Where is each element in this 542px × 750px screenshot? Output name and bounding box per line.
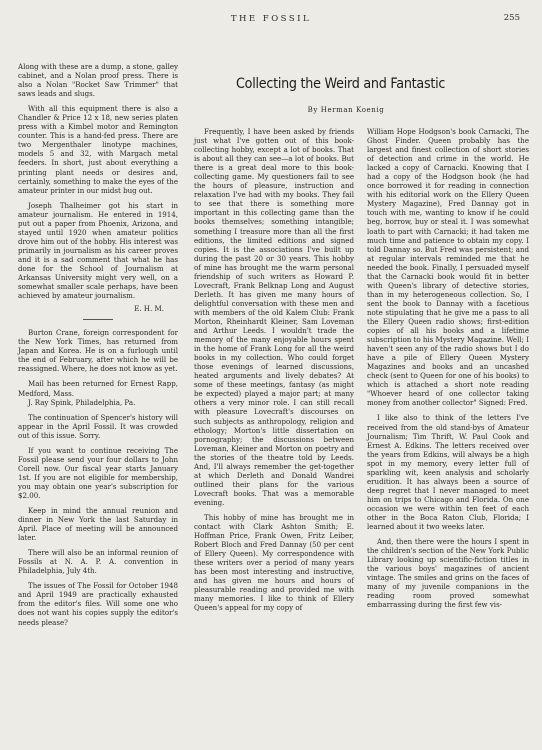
paragraph: Frequently, I have been asked by friends just what I've gotten out of this book-collecting hobby, except a lot of books. That is about all they can see—a lot of books. But there is a great deal more to this book-collecting game. My questioners fail to see the hours of pleasure, instruction and relaxation I've had with my books. They fail to see that there is something more important in this collecting game than the books themselves; something intangible; something I treasure more than all the first editions, the limited editions and signed copies. It is the associations I've built up during the past 20 or 30 years. This hobby of mine has brought me the warm personal friendship of such writers as Howard P. Lovecraft, Frank Belknap Long and August Derleth. It has given me many hours of delightful conversation with these men and with members of the old Kalem Club: Frank Morton, Rheinhardt Kleiner, Sam Loveman and Arthur Leeds. I wouldn't trade the memory of the many enjoyable hours spent in the home of Frank Long for all the weird books in my collection. Who could forget those evenings of learned discussions, heated arguments and lively debates? At some of these meetings, fantasy (as might be expected) played a major part; at many others a very minor role. I can still recall with pleasure Lovecraft's discourses on such subjects as anthropology, religion and ethology; Morton's little dissertation on pornography; the discussions between Loveman, Kleiner and Morton on poetry and the stories of the theatre told by Leeds. And, I'll always remember the get-together at which Derleth and Donald Wandrei outlined their plans for the various Lovecraft books. That was a memorable evening.: [194, 127, 354, 507]
byline: By Herman Koenig: [307, 106, 385, 114]
paragraph: Along with these are a dump, a stone, galley cabinet, and a Nolan proof press. There is also a Nolan "Rocket Saw Trimmer" that saws leads and slugs.: [18, 62, 178, 99]
paragraph: Mail has been returned for Ernest Rapp, Medford, Mass.: [18, 379, 178, 398]
paragraph: If you want to continue receiving The Fossil please send your four dollars to John Corell now. Our fiscal year starts January 1st. If you are not eligible for membership, you may obtain one year's subscription for $2.00.: [18, 445, 178, 500]
middle-column: [194, 127, 354, 618]
signature: E. H. M.: [134, 304, 164, 314]
paragraph: Burton Crane, foreign correspondent for the New York Times, has returned from Japan and Korea. He is on a furlough until the end of February, after which he will be reassigned. Where, he does not know as yet.: [18, 328, 178, 374]
paragraph: Keep in mind the annual reunion and dinner in New York the last Saturday in April. Place of meeting will be announced later.: [18, 506, 178, 543]
paragraph: With all this equipment there is also a Chandler & Price 12 x 18, new series platen press with a Kimbel motor and Remington counter. This is a hand-fed press. There are two Mergenthaler linotype machines, models 5 and 32, with Margach metal feeders. In short, just about everything a printing plant needs or desires and, certainly, something to make the eyes of the amateur printer in our midst bug out.: [18, 104, 178, 195]
divider: [83, 319, 113, 320]
running-title: THE FOSSIL: [230, 14, 312, 24]
paragraph: The issues of The Fossil for October 1948 and April 1949 are practically exhausted from the editor's files. Will some one who does not want his copies supply the editor's needs please?: [18, 581, 178, 627]
paragraph: J. Ray Spink, Philadelphia, Pa.: [28, 397, 136, 407]
paragraph: There will also be an informal reunion of Fossils at N. A. P. A. convention in Philadelphia, July 4th.: [18, 548, 178, 576]
paragraph: This hobby of mine has brought me in contact with Clark Ashton Smith; E. Hoffman Price, Frank Owen, Fritz Leiber, Robert Bloch and Fred Dannay (50 per cent of Ellery Queen). My correspondence with these writers over a period of many years has been most interesting and instructive, and has given me hours and hours of pleasurable reading and provided me with many memories. I like to think of Ellery Queen's appeal for my copy of: [194, 512, 354, 613]
paragraph: William Hope Hodgson's book Carnacki, The Ghost Finder. Queen probably has the largest and finest collection of short stories of detection and crime in the world. He lacked a copy of Carnacki. Knowing that I had a copy of the Hodgson book (he had once borrowed it for reading in connection with his editorial work on the Ellery Queen Mystery Magazine), Fred Dannay got in touch with me, wanting to know if he could beg, borrow, buy or steal it. I was somewhat loath to part with Carnacki; it had taken me much time and patience to obtain my copy. I told Dannay so. But Fred was persistent; and at regular intervals reminded me that he needed the book. Finally, I persuaded myself that the Carnacki book would fit in better with Queen's library of detective stories, than in my heterogeneous collection. So, I sent the book to Dannay with a facetious note stipulating that he give me a pass to all the Ellery Queen radio shows; first-edition copies of all his books and a lifetime subscription to his Mystery Magazine. Well; I haven't seen any of the radio shows but I do have a pile of Ellery Queen Mystery Magazines and books and an uncashed check (sent to Queen for one of his books) to which is attached a short note reading "Whoever heard of one collector taking money from another collector" Signed: Fred.: [367, 127, 529, 408]
article-title: Collecting the Weird and Fantastic: [236, 76, 446, 92]
right-column: [367, 127, 529, 615]
paragraph: Joseph Thalheimer got his start in amateur journalism. He entered in 1914, put out a paper from Phoenix, Arizona, and stayed until 1920 when amateur politics drove him out of the hobby. His interest was primarily in journalism as his career proves and it is a sad comment that what he has done for the School of Journalism at Arkansas University might very well, on a somewhat smaller scale perhaps, have been achieved by amateur journalism.: [18, 200, 178, 301]
page-number: 255: [503, 13, 520, 23]
left-column: [18, 62, 178, 633]
paragraph: The continuation of Spencer's history will appear in the April Fossil. It was crowded out of this issue. Sorry.: [18, 412, 178, 440]
paragraph: And, then there were the hours I spent in the children's section of the New York Public Library looking up scientific-fiction titles in the various boys' magazines of ancient vintage. The smiles and grins on the faces of many of my juvenile companions in the reading room proved somewhat embarrassing during the first few vis-: [367, 537, 529, 610]
paragraph: I like also to think of the letters I've received from the old stand-bys of Amateur Journalism; Tim Thrift, W. Paul Cook and Ernest A. Edkins. The letters received over the years from Edkins, will always be a high spot in my memory, every letter full of sparkling wit, keen analysis and scholarly erudition. It has always been a source of deep regret that I never managed to meet him on trips to Chicago and Florida. On one occasion we were within ten feet of each other in the Boca Raton Club, Florida; I learned about it two weeks later.: [367, 413, 529, 532]
